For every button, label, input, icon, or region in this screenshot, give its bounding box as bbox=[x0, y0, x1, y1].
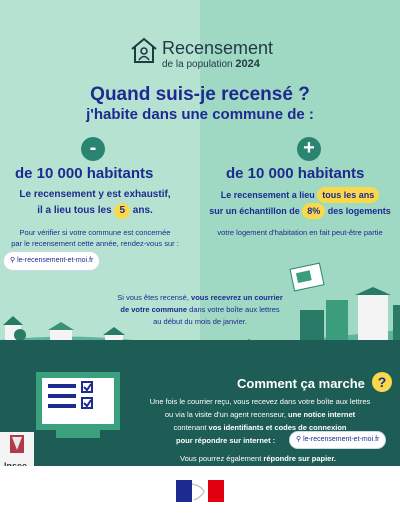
left-small-text: Pour vérifier si votre commune est concernée par le recensement cette année, rendez-vous sur : bbox=[11, 228, 179, 248]
how-url-link[interactable]: ⚲ le-recensement-et-moi.fr bbox=[290, 432, 385, 448]
paper-text: Vous pourrez également répondre sur papier. bbox=[180, 454, 336, 463]
how-text: Une fois le courrier reçu, vous recevez dans votre boîte aux lettres ou via la visite d'un agent recenseur, une notice internet contenant vos identifiants et codes de connexion bbox=[149, 397, 371, 432]
logo-title: Recensement bbox=[162, 38, 274, 58]
search-icon: ⚲ bbox=[296, 436, 302, 443]
right-heading: de 10 000 habitants bbox=[226, 165, 365, 182]
left-heading: de 10 000 habitants bbox=[15, 165, 154, 182]
house-logo-icon bbox=[129, 36, 159, 66]
how-title: Comment ça marche bbox=[237, 376, 365, 391]
insee-emblem-icon bbox=[0, 432, 34, 456]
right-text: Le recensement a lieu tous les ans sur un échantillon de 8% des logements bbox=[200, 187, 400, 219]
logo-subtitle: de la population 2024 bbox=[162, 58, 260, 70]
insee-logo bbox=[0, 432, 34, 470]
left-url-link[interactable]: ⚲ le-recensement-et-moi.fr bbox=[4, 252, 99, 270]
search-icon: ⚲ bbox=[10, 257, 16, 264]
page-subtitle: j'habite dans une commune de : bbox=[86, 106, 314, 123]
plus-icon: + bbox=[297, 137, 321, 161]
courrier-info: Si vous êtes recensé, vous recevrez un courrier de votre commune dans votre boîte aux lettres au début du mois de janvier. bbox=[117, 293, 283, 326]
how-internet-label: pour répondre sur internet : bbox=[176, 436, 276, 445]
question-icon: ? bbox=[372, 372, 392, 392]
french-republic-flag-icon bbox=[176, 480, 224, 502]
left-text: Le recensement y est exhaustif, il a lieu tous les 5 ans. bbox=[0, 187, 190, 219]
page-title: Quand suis-je recensé ? bbox=[90, 84, 310, 105]
form-checklist-icon bbox=[36, 372, 120, 438]
minus-icon: - bbox=[81, 137, 105, 161]
right-small-text: votre logement d'habitation en fait peut-être partie bbox=[217, 228, 383, 237]
